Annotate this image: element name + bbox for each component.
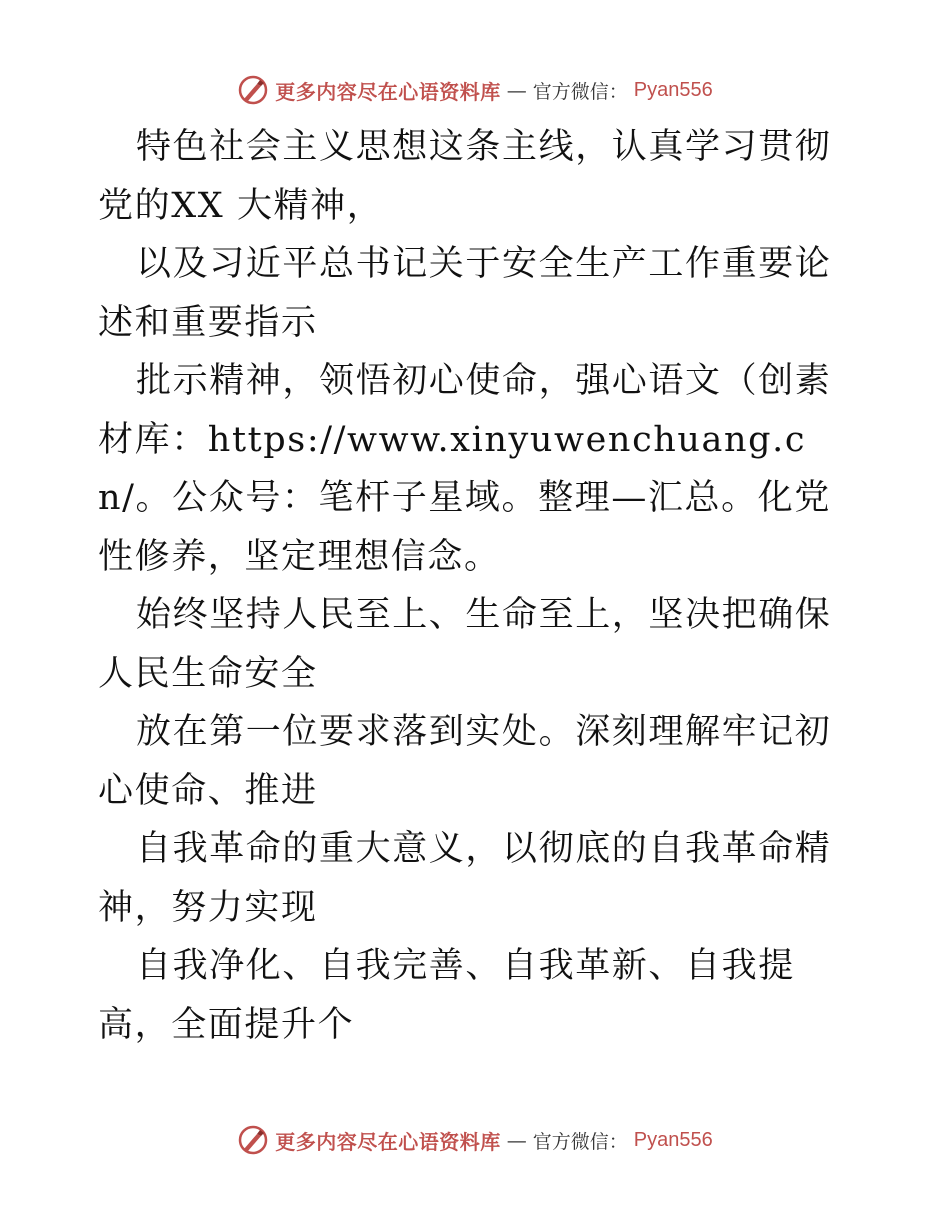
footer-dash: — bbox=[506, 1128, 527, 1152]
header-wechat-label: 官方微信： bbox=[532, 80, 628, 103]
header-banner-text: 更多内容尽在心语资料库 bbox=[275, 79, 501, 104]
paragraph-3: 批示精神，领悟初心使命，强心语文（创素材库：https://www.xinyuwenchuang.cn/。公众号：笔杆子星域。整理—汇总。化党性修养，坚定理想信念。 bbox=[98, 361, 832, 577]
paragraph-2: 以及习近平总书记关于安全生产工作重要论述和重要指示 bbox=[98, 244, 832, 343]
header-banner bbox=[0, 70, 950, 110]
pen-logo-icon bbox=[237, 1124, 269, 1156]
paragraph-7: 自我净化、自我完善、自我革新、自我提高，全面提升个 bbox=[98, 946, 795, 1045]
footer-wechat-id: Pyan556 bbox=[633, 1128, 713, 1151]
footer-banner bbox=[0, 1120, 950, 1160]
pen-logo-icon bbox=[237, 74, 269, 106]
paragraph-1: 特色社会主义思想这条主线，认真学习贯彻党的XX 大精神， bbox=[98, 127, 832, 226]
header-dash: — bbox=[506, 78, 527, 102]
header-wechat-id: Pyan556 bbox=[633, 78, 713, 101]
document-body bbox=[98, 118, 858, 1054]
footer-wechat-label: 官方微信： bbox=[532, 1130, 628, 1153]
paragraph-4: 始终坚持人民至上、生命至上，坚决把确保人民生命安全 bbox=[98, 595, 832, 694]
paragraph-6: 自我革命的重大意义，以彻底的自我革命精神，努力实现 bbox=[98, 829, 832, 928]
footer-banner-text: 更多内容尽在心语资料库 bbox=[275, 1129, 501, 1154]
paragraph-5: 放在第一位要求落到实处。深刻理解牢记初心使命、推进 bbox=[98, 712, 832, 811]
